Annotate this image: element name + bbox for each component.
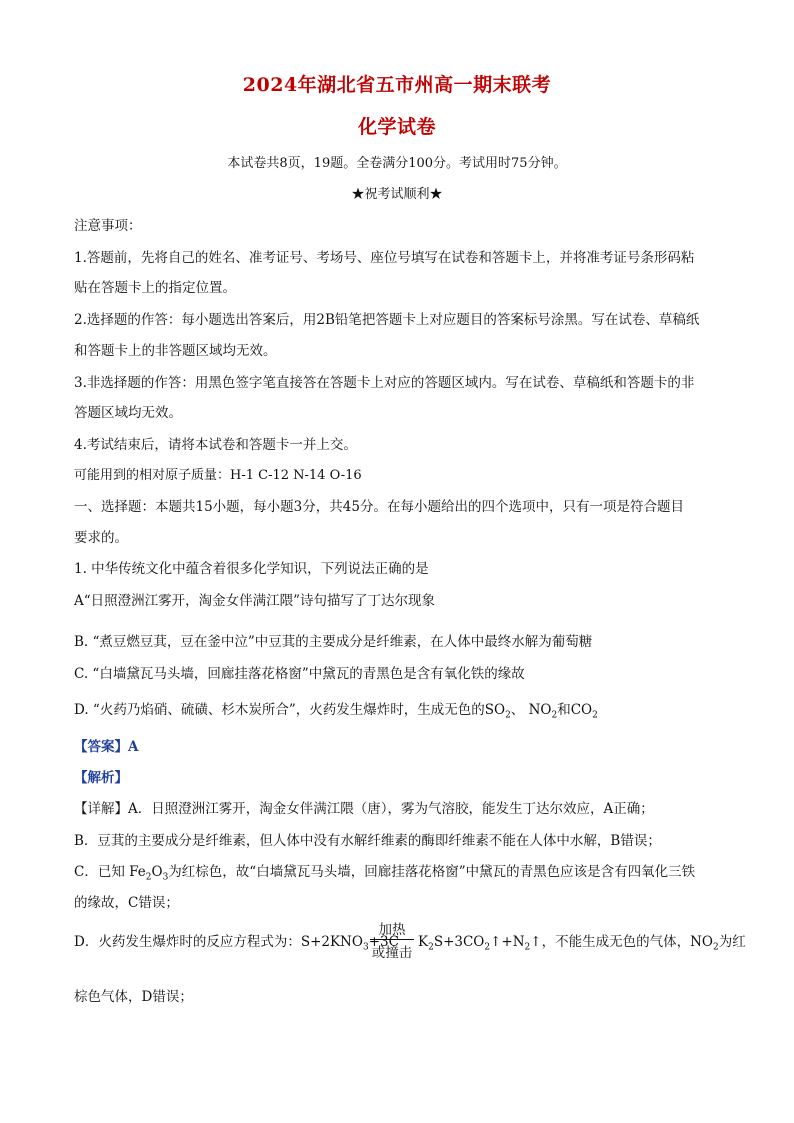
note-3-line-1: 3.非选择题的作答：用黑色签字笔直接答在答题卡上对应的答题区域内。写在试卷、草稿纸和答题卡的非 [74, 375, 695, 391]
exam-subtitle: 化学试卷 [357, 116, 436, 138]
note-1-line-2: 贴在答题卡上的指定位置。 [74, 280, 236, 296]
reaction-condition [370, 918, 414, 961]
explain-c-line-2: 的缘故，C错误； [74, 895, 179, 911]
explain-d-line-1-right: $K_2S+3CO_2↑+N_2↑$，不能生成无色的气体，$NO_2$为红 [418, 934, 746, 953]
question-1-option-a: A“日照澄洲江雾开，淘金女伴满江隈”诗句描写了丁达尔现象 [74, 593, 436, 609]
formula-no2: $NO_2$ [528, 702, 558, 721]
conjunction: 和 [557, 702, 571, 718]
question-1-option-c: C. “白墙黛瓦马头墙，回廊挂落花格窗”中黛瓦的青黑色是含有氧化铁的缘故 [74, 666, 525, 682]
exam-info: 本试卷共8页，19题。全卷满分100分。考试用时75分钟。 [227, 156, 567, 171]
separator: 、 [510, 702, 525, 718]
explain-d-line-2: 棕色气体，D错误； [74, 989, 193, 1005]
note-4: 4.考试结束后，请将本试卷和答题卡一并上交。 [74, 437, 357, 453]
option-d-text: D. “火药乃焰硝、硫磺、杉木炭所合”，火药发生爆炸时，生成无色的 [74, 702, 485, 718]
formula-so2: $SO_2$ [484, 702, 511, 721]
condition-impact: 或撞击 [371, 945, 413, 961]
explain-c-line-1: C．已知 $Fe_2O_3$为红棕色，故“白墙黛瓦马头墙，回廊挂落花格窗”中黛瓦的青黑色应该是含有四氧化三铁 [74, 864, 696, 883]
explain-d-line-1-left: D．火药发生爆炸时的反应方程式为：$S+2KNO_3+3C$ [74, 934, 399, 953]
atomic-masses: 可能用到的相对原子质量：H-1 C-12 N-14 O-16 [74, 468, 362, 483]
question-1-option-d [74, 698, 724, 721]
formula-co2: $CO_2$ [570, 702, 598, 721]
analysis-label: 【解析】 [74, 770, 128, 786]
answer-label: 【答案】A [74, 739, 139, 755]
note-3-line-2: 答题区域均无效。 [74, 405, 182, 421]
question-1-stem: 1. 中华传统文化中蕴含着很多化学知识，下列说法正确的是 [74, 561, 429, 577]
explain-b: B．豆萁的主要成分是纤维素，但人体中没有水解纤维素的酶即纤维素不能在人体中水解，B错误； [74, 833, 661, 849]
question-1-option-b: B. “煮豆燃豆萁，豆在釜中泣”中豆萁的主要成分是纤维素，在人体中最终水解为葡萄糖 [74, 634, 593, 650]
notes-heading: 注意事项： [74, 218, 142, 234]
good-luck-line: ★祝考试顺利★ [351, 187, 443, 202]
explain-a: 【详解】A．日照澄洲江雾开，淘金女伴满江隈（唐），雾为气溶胶，能发生丁达尔效应，A正确； [74, 801, 654, 817]
note-2-line-1: 2.选择题的作答：每小题选出答案后，用2B铅笔把答题卡上对应题目的答案标号涂黑。写在试卷、草稿纸 [74, 312, 700, 328]
condition-heat: 加热 [370, 918, 414, 940]
section-heading-line-2: 要求的。 [74, 530, 128, 546]
exam-title: 2024年湖北省五市州高一期末联考 [242, 74, 552, 96]
section-heading-line-1: 一、选择题：本题共15小题，每小题3分，共45分。在每小题给出的四个选项中，只有一项是符合题目 [74, 499, 684, 515]
note-2-line-2: 和答题卡上的非答题区域均无效。 [74, 343, 277, 359]
note-1-line-1: 1.答题前，先将自己的姓名、准考证号、考场号、座位号填写在试卷和答题卡上，并将准考证号条形码粘 [74, 250, 695, 266]
